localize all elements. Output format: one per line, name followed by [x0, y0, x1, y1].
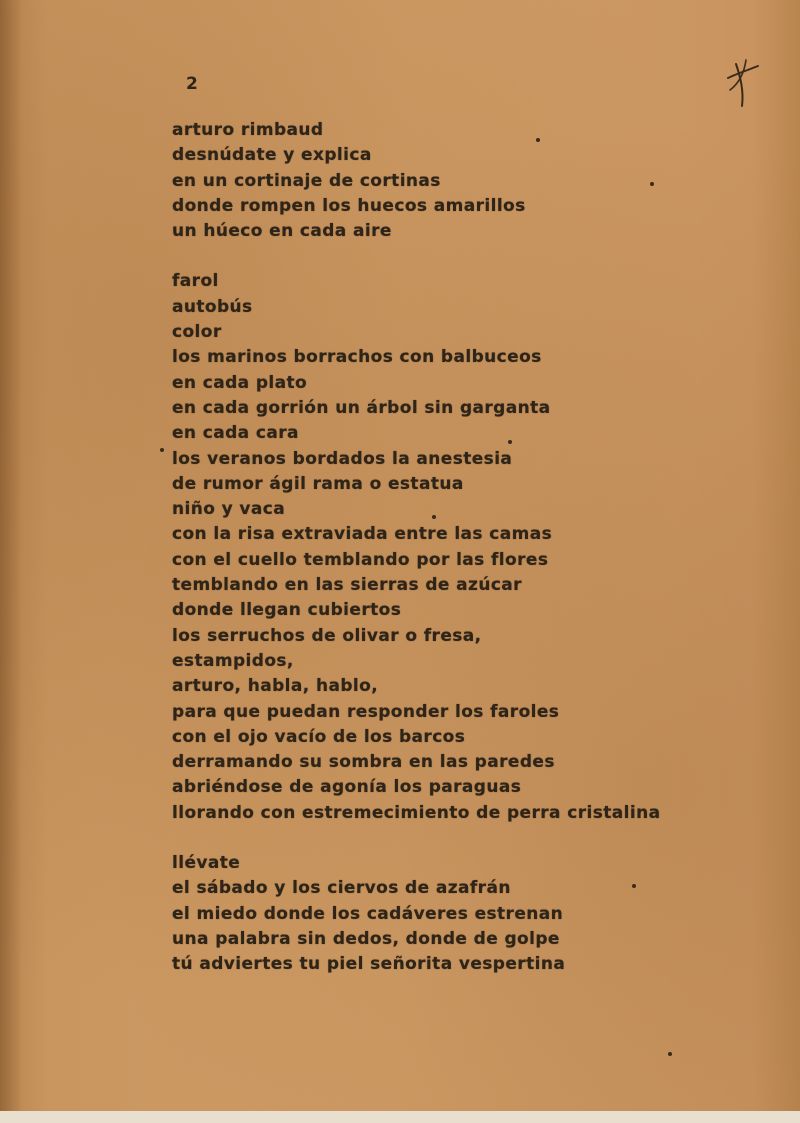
poem-line: los serruchos de olivar o fresa, — [172, 625, 482, 646]
poem-line: llorando con estremecimiento de perra cristalina — [172, 802, 661, 823]
ink-speck — [536, 138, 540, 142]
ink-speck — [432, 515, 436, 519]
poem-line: el sábado y los ciervos de azafrán — [172, 878, 511, 899]
poem-line: los veranos bordados la anestesia — [172, 448, 513, 469]
poem-line: tú adviertes tu piel señorita vespertina — [172, 954, 566, 975]
poem-line: niño y vaca — [172, 499, 286, 520]
poem-line: los marinos borrachos con balbuceos — [172, 347, 542, 368]
poem-line: en un cortinaje de cortinas — [172, 170, 441, 191]
poem-line: un húeco en cada aire — [172, 221, 392, 242]
poem-line: con la risa extraviada entre las camas — [172, 524, 553, 545]
ink-speck — [650, 182, 654, 186]
poem-line: arturo rimbaud — [172, 120, 324, 140]
page-number: 2 — [186, 74, 198, 94]
poem-line: desnúdate y explica — [172, 145, 372, 166]
ink-speck — [508, 440, 512, 444]
poem-line: donde llegan cubiertos — [172, 600, 402, 621]
stanza-2 — [172, 269, 772, 826]
poem-line: en cada plato — [172, 372, 308, 393]
poem-line: una palabra sin dedos, donde de golpe — [172, 928, 560, 949]
ink-speck — [632, 884, 636, 888]
poem-line: con el ojo vacío de los barcos — [172, 726, 466, 747]
poem-line: llévate — [172, 853, 241, 874]
poem-line: en cada cara — [172, 423, 299, 444]
stanza-3 — [172, 851, 772, 977]
page-fold-shadow — [0, 0, 22, 1123]
poem-line: abriéndose de agonía los paraguas — [172, 777, 522, 798]
stanza-1 — [172, 118, 772, 244]
poem-line: autobús — [172, 296, 253, 317]
page-bottom-edge — [0, 1111, 800, 1123]
poem-line: farol — [172, 271, 219, 292]
poem-line: en cada gorrión un árbol sin garganta — [172, 397, 551, 418]
poem-line: derramando su sombra en las paredes — [172, 752, 555, 773]
poem-line: temblando en las sierras de azúcar — [172, 575, 522, 596]
poem-line: color — [172, 322, 222, 343]
ink-speck — [160, 448, 164, 452]
poem-line: donde rompen los huecos amarillos — [172, 195, 526, 216]
poem-line: para que puedan responder los faroles — [172, 701, 560, 722]
poem-line: con el cuello temblando por las flores — [172, 549, 549, 570]
handwritten-mark-icon — [722, 56, 762, 108]
poem-line: de rumor ágil rama o estatua — [172, 473, 464, 494]
ink-speck — [668, 1052, 672, 1056]
poem-line: estampidos, — [172, 650, 294, 671]
poem-line: arturo, habla, hablo, — [172, 676, 379, 697]
poem-line: el miedo donde los cadáveres estrenan — [172, 903, 564, 924]
poem-body — [172, 118, 772, 978]
